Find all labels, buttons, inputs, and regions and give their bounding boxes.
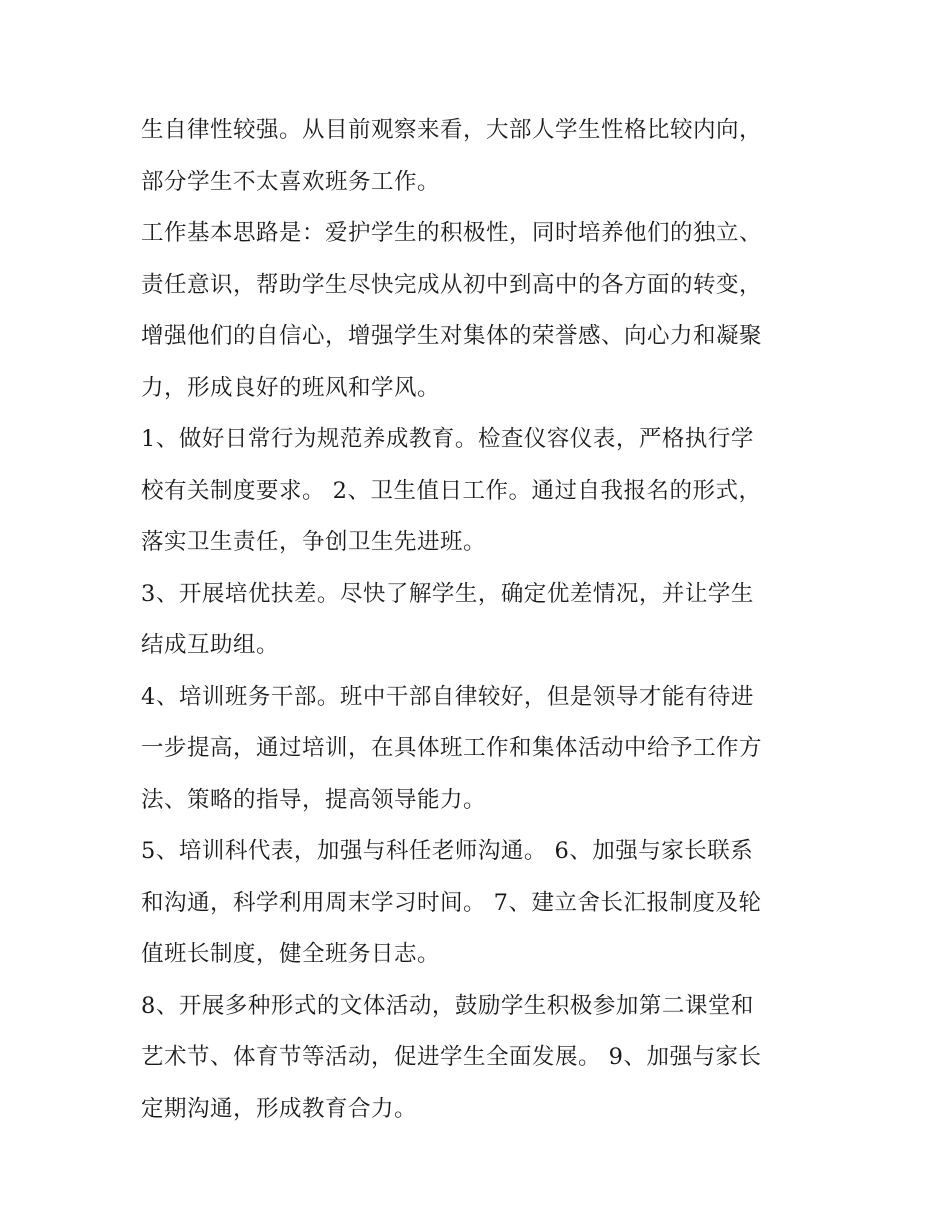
text-line: 增强他们的自信心，增强学生对集体的荣誉感、向心力和凝聚 <box>141 323 763 349</box>
text-line: 工作基本思路是：爱护学生的积极性，同时培养他们的独立、 <box>141 220 763 246</box>
text-line: 落实卫生责任，争创卫生先进班。 <box>141 529 487 555</box>
text-line: 4、培训班务干部。班中干部自律较好，但是领导才能有待进 <box>141 683 754 710</box>
text-line: 结成互助组。 <box>141 632 280 658</box>
text-line: 8、开展多种形式的文体活动，鼓励学生积极参加第二课堂和 <box>141 992 754 1019</box>
text-line: 责任意识，帮助学生尽快完成从初中到高中的各方面的转变， <box>141 271 763 298</box>
paragraph-class-overview <box>141 105 831 208</box>
paragraph-item-1-2 <box>141 414 831 569</box>
text-line: 和沟通，科学利用周末学习时间。 7、建立舍长汇报制度及轮 <box>141 889 762 916</box>
text-line: 3、开展培优扶差。尽快了解学生，确定优差情况，并让学生 <box>141 580 754 607</box>
text-line: 部分学生不太喜欢班务工作。 <box>141 168 441 195</box>
text-line: 定期沟通，形成教育合力。 <box>141 1095 418 1122</box>
paragraph-item-4 <box>141 672 831 827</box>
document-body <box>141 105 831 1135</box>
text-line: 艺术节、体育节等活动，促进学生全面发展。 9、加强与家长 <box>141 1044 762 1070</box>
paragraph-item-3 <box>141 569 831 672</box>
text-line: 值班长制度，健全班务日志。 <box>141 941 441 967</box>
paragraph-item-5-7 <box>141 826 831 981</box>
text-line: 生自律性较强。从目前观察来看，大部人学生性格比较内向， <box>141 117 763 143</box>
text-line: 力，形成良好的班风和学风。 <box>141 374 441 401</box>
text-line: 1、做好日常行为规范养成教育。检查仪容仪表，严格执行学 <box>141 426 754 452</box>
paragraph-item-8-9 <box>141 981 831 1136</box>
text-line: 校有关制度要求。 2、卫生值日工作。通过自我报名的形式， <box>141 477 762 504</box>
text-line: 5、培训科代表，加强与科任老师沟通。 6、加强与家长联系 <box>141 838 754 864</box>
paragraph-work-approach <box>141 208 831 414</box>
text-line: 法、策略的指导，提高领导能力。 <box>141 786 487 813</box>
text-line: 一步提高，通过培训，在具体班工作和集体活动中给予工作方 <box>141 735 763 761</box>
